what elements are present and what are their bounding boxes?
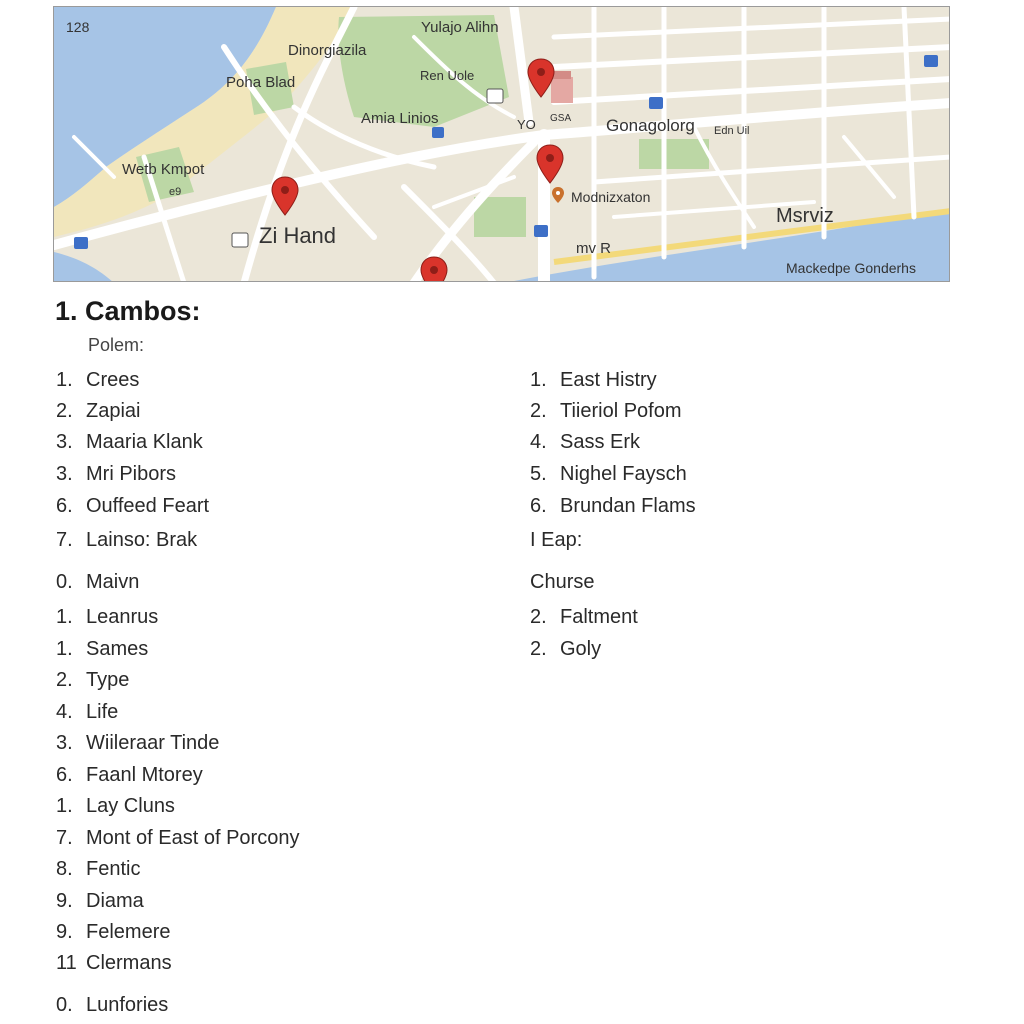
list-item[interactable] (56, 399, 140, 423)
map-pin-icon[interactable] (421, 257, 447, 282)
list-item-number: 9. (56, 890, 73, 912)
list-item-number: 3. (56, 431, 73, 453)
list-item[interactable] (56, 462, 176, 486)
list-item-number: 1. (56, 795, 73, 817)
list-item-number: 1. (56, 606, 73, 628)
label-mv-r: mv R (576, 240, 611, 257)
list-item-label: Maaria Klank (86, 431, 203, 453)
list-item-label: East Histry (560, 369, 657, 391)
list-item-number: 6. (530, 495, 547, 517)
label-dinorgiazila: Dinorgiazila (288, 42, 367, 59)
label-e9: e9 (169, 186, 182, 198)
legend-heading: 1. Cambos: (55, 296, 201, 326)
list-item-label: Nighel Faysch (560, 463, 687, 485)
label-msrviz: Msrviz (776, 205, 834, 227)
list-item-label: Life (86, 701, 119, 723)
list-item-label: Maivn (86, 571, 140, 593)
list-item-label: Mri Pibors (86, 463, 177, 485)
label-yo: YO (517, 117, 536, 132)
list-item-label: Ouffeed Feart (86, 495, 210, 517)
list-item-label: Sames (86, 638, 149, 660)
label-amia-linios: Amia Linios (361, 110, 439, 127)
list-item-label: Faanl Mtorey (86, 764, 203, 786)
list-item-number: 3. (56, 463, 73, 485)
list-item[interactable] (56, 794, 175, 818)
list-item[interactable] (530, 399, 682, 423)
list-item[interactable] (56, 494, 209, 518)
list-item-label: Lay Cluns (86, 795, 175, 817)
list-item-label: Diama (86, 890, 144, 912)
list-item-label: Sass Erk (560, 431, 641, 453)
list-item-number: 1. (530, 369, 547, 391)
list-item[interactable] (56, 951, 172, 975)
list-item[interactable] (530, 528, 582, 552)
list-item[interactable] (56, 368, 139, 392)
list-item-label: Goly (560, 638, 602, 660)
map-panel[interactable] (53, 6, 950, 282)
list-item[interactable] (56, 731, 219, 755)
list-item[interactable] (530, 430, 640, 454)
list-item[interactable] (530, 605, 638, 629)
list-item-label: Faltment (560, 606, 638, 628)
list-item[interactable] (530, 462, 687, 486)
list-item-number: 2. (530, 400, 547, 422)
list-item[interactable] (56, 700, 118, 724)
list-item[interactable] (56, 668, 129, 692)
list-item-label: Leanrus (86, 606, 159, 628)
list-item-number: 0. (56, 571, 73, 593)
list-item-number: 2. (56, 400, 73, 422)
label-yulajo: Yulajo Alihn (421, 19, 499, 36)
list-item-number: 8. (56, 858, 73, 880)
list-item-number: 0. (56, 994, 73, 1016)
list-item-number: 11 (56, 952, 77, 974)
map-page-badge: 128 (66, 19, 90, 35)
list-item-number: 3. (56, 732, 73, 754)
list-item[interactable] (56, 570, 139, 594)
list-item-label: Felemere (86, 921, 171, 943)
label-zi-hand: Zi Hand (259, 223, 337, 248)
list-item[interactable] (56, 763, 203, 787)
list-item-number: 1. (56, 369, 73, 391)
list-item-number: 7. (56, 529, 73, 551)
list-item[interactable] (530, 637, 601, 661)
list-item-number: 4. (56, 701, 73, 723)
list-item[interactable] (56, 605, 158, 629)
list-item[interactable] (530, 570, 594, 594)
list-item[interactable] (530, 368, 657, 392)
list-item-label: I Eap: (530, 529, 583, 551)
label-gsa: GSA (550, 113, 572, 124)
list-item[interactable] (530, 494, 696, 518)
list-item-number: 1. (56, 638, 73, 660)
map-canvas[interactable] (54, 7, 950, 282)
list-item-label: Wiileraar Tinde (86, 732, 220, 754)
list-item-number: 2. (530, 638, 547, 660)
label-gonagolorg: Gonagolorg (606, 116, 695, 135)
list-item[interactable] (56, 920, 170, 944)
label-wetb-kmpot: Wetb Kmpot (122, 161, 205, 178)
list-item-number: 4. (530, 431, 547, 453)
list-item-number: 2. (530, 606, 547, 628)
building-marker (551, 77, 573, 103)
list-item-label: Zapiai (86, 400, 141, 422)
list-item-label: Lainso: Brak (86, 529, 198, 551)
list-item-number: 7. (56, 827, 73, 849)
list-item-label: Lunfories (86, 994, 169, 1016)
label-poha-blad: Poha Blad (226, 74, 296, 91)
legend-subheading: Polem: (88, 335, 145, 355)
list-item[interactable] (56, 637, 148, 661)
list-item-number: 2. (56, 669, 73, 691)
list-item-label: Brundan Flams (560, 495, 696, 517)
list-item-label: Type (86, 669, 130, 691)
building-roof (553, 71, 571, 79)
list-item[interactable] (56, 826, 299, 850)
list-item-label: Churse (530, 571, 595, 593)
list-item[interactable] (56, 889, 144, 913)
list-item-label: Clermans (86, 952, 172, 974)
list-item-label: Mont of East of Porcony (86, 827, 300, 849)
list-item-label: Fentic (86, 858, 141, 880)
label-edn-uil: Edn Uil (714, 125, 750, 137)
label-macdepe: Mackedpe Gonderhs (786, 260, 916, 276)
label-ren-uole: Ren Uole (420, 68, 475, 83)
list-item[interactable] (56, 430, 203, 454)
list-item-label: Tiieriol Pofom (560, 400, 682, 422)
list-item-number: 5. (530, 463, 547, 485)
list-item-number: 9. (56, 921, 73, 943)
list-item[interactable] (56, 993, 168, 1017)
list-item-number: 6. (56, 764, 73, 786)
label-modnizxaton: Modnizxaton (571, 189, 651, 205)
list-item[interactable] (56, 528, 197, 552)
list-item[interactable] (56, 857, 140, 881)
list-item-label: Crees (86, 369, 140, 391)
list-item-number: 6. (56, 495, 73, 517)
park-east (639, 139, 709, 169)
